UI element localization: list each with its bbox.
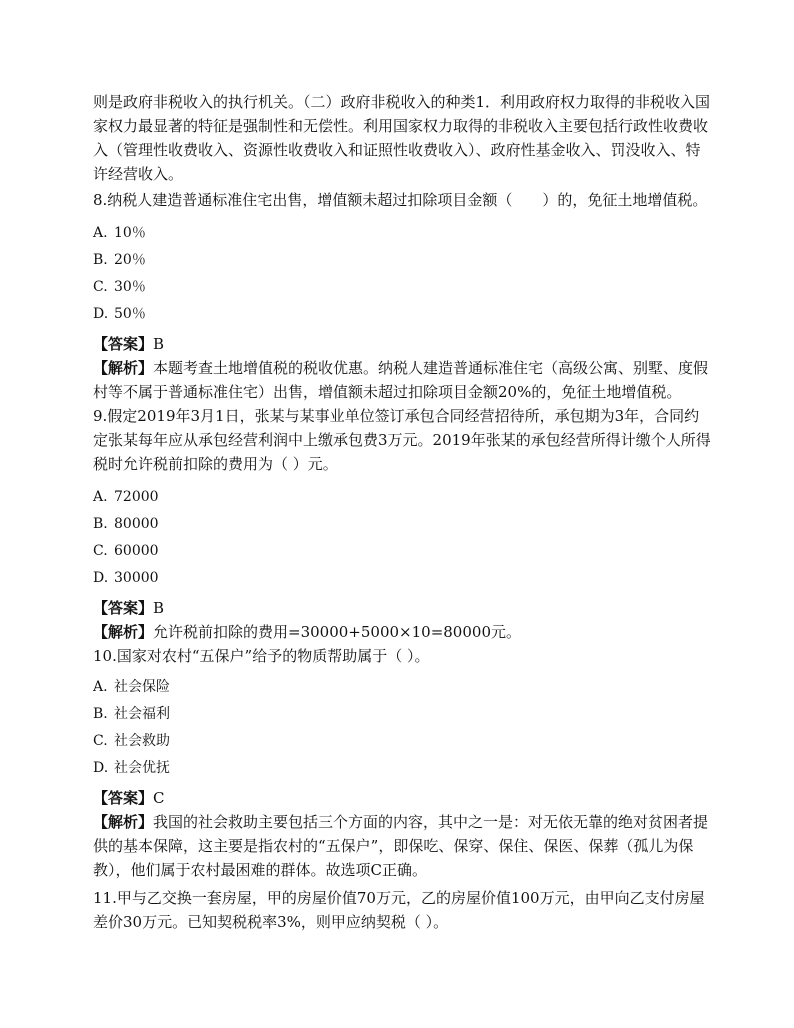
question-11: [93, 886, 711, 934]
question-stem: 8.纳税人建造普通标准住宅出售，增值额未超过扣除项目金额（ ）的，免征土地增值税。: [93, 191, 708, 209]
option-letter: C.: [93, 279, 108, 295]
option-text: 社会优抚: [114, 760, 170, 776]
option-text: 10％: [114, 225, 146, 241]
answer-tag: 【答案】: [93, 599, 154, 617]
answer-value: B: [153, 599, 165, 617]
question-8: [93, 188, 711, 404]
question-9: [93, 404, 711, 644]
answer-line: [93, 332, 711, 356]
answer-tag: 【答案】: [93, 335, 154, 353]
question-stem: 10.国家对农村“五保户”给予的物质帮助属于（ ）。: [93, 647, 430, 665]
option-text: 社会保险: [114, 679, 170, 695]
analysis-line: [93, 810, 711, 882]
option-d: [93, 305, 711, 323]
option-letter: D.: [93, 306, 109, 322]
option-c: [93, 278, 711, 296]
option-a: [93, 678, 711, 696]
option-letter: C.: [93, 733, 108, 749]
answer-value: C: [153, 789, 165, 807]
option-text: 社会福利: [114, 706, 170, 722]
option-text: 80000: [114, 516, 159, 532]
option-d: [93, 569, 711, 587]
option-c: [93, 732, 711, 750]
option-b: [93, 515, 711, 533]
option-b: [93, 705, 711, 723]
analysis-text: 我国的社会救助主要包括三个方面的内容，其中之一是：对无依无靠的绝对贫困者提供的基本保障，这主要是指农村的“五保户”，即保吃、保穿、保住、保医、保葬（孤儿为保教），他们属于农村最困难的群体。故选项C正确。: [93, 813, 709, 879]
option-a: [93, 224, 711, 242]
analysis-tag: 【解析】: [93, 359, 154, 377]
option-letter: D.: [93, 570, 109, 586]
answer-line: [93, 596, 711, 620]
option-letter: B.: [93, 516, 108, 532]
option-letter: B.: [93, 706, 108, 722]
option-text: 72000: [114, 489, 159, 505]
option-text: 20％: [114, 252, 146, 268]
option-b: [93, 251, 711, 269]
analysis-text: 允许税前扣除的费用=30000+5000×10=80000元。: [153, 623, 521, 641]
document-page: [93, 90, 711, 934]
answer-line: [93, 786, 711, 810]
answer-tag: 【答案】: [93, 789, 154, 807]
option-letter: B.: [93, 252, 108, 268]
option-letter: C.: [93, 543, 108, 559]
question-10: [93, 644, 711, 882]
analysis-tag: 【解析】: [93, 813, 154, 831]
option-text: 60000: [114, 543, 159, 559]
question-stem: 11.甲与乙交换一套房屋，甲的房屋价值70万元，乙的房屋价值100万元，由甲向乙支付房屋差价30万元。已知契税税率3%，则甲应纳契税（ ）。: [93, 889, 705, 931]
option-text: 30％: [114, 279, 146, 295]
option-d: [93, 759, 711, 777]
option-letter: D.: [93, 760, 109, 776]
analysis-line: [93, 356, 711, 404]
analysis-line: [93, 620, 711, 644]
option-letter: A.: [93, 489, 108, 505]
analysis-tag: 【解析】: [93, 623, 154, 641]
option-letter: A.: [93, 225, 108, 241]
option-a: [93, 488, 711, 506]
answer-value: B: [153, 335, 165, 353]
option-text: 30000: [114, 570, 159, 586]
option-c: [93, 542, 711, 560]
option-text: 50％: [114, 306, 146, 322]
intro-paragraph: 则是政府非税收入的执行机关。（二）政府非税收入的种类1．利用政府权力取得的非税收入国家权力最显著的特征是强制性和无偿性。利用国家权力取得的非税收入主要包括行政性收费收入（管理性收费收入、资源性收费收入和证照性收费收入）、政府性基金收入、罚没收入、特许经营收入。: [93, 93, 711, 183]
analysis-text: 本题考查土地增值税的税收优惠。纳税人建造普通标准住宅（高级公寓、别墅、度假村等不属于普通标准住宅）出售，增值额未超过扣除项目金额20%的，免征土地增值税。: [93, 359, 709, 401]
option-letter: A.: [93, 679, 108, 695]
question-stem: 9.假定2019年3月1日，张某与某事业单位签订承包合同经营招待所，承包期为3年，合同约定张某每年应从承包经营利润中上缴承包费3万元。2019年张某的承包经营所得计缴个人所得税时允许税前扣除的费用为（ ）元。: [93, 407, 711, 473]
option-text: 社会救助: [114, 733, 170, 749]
